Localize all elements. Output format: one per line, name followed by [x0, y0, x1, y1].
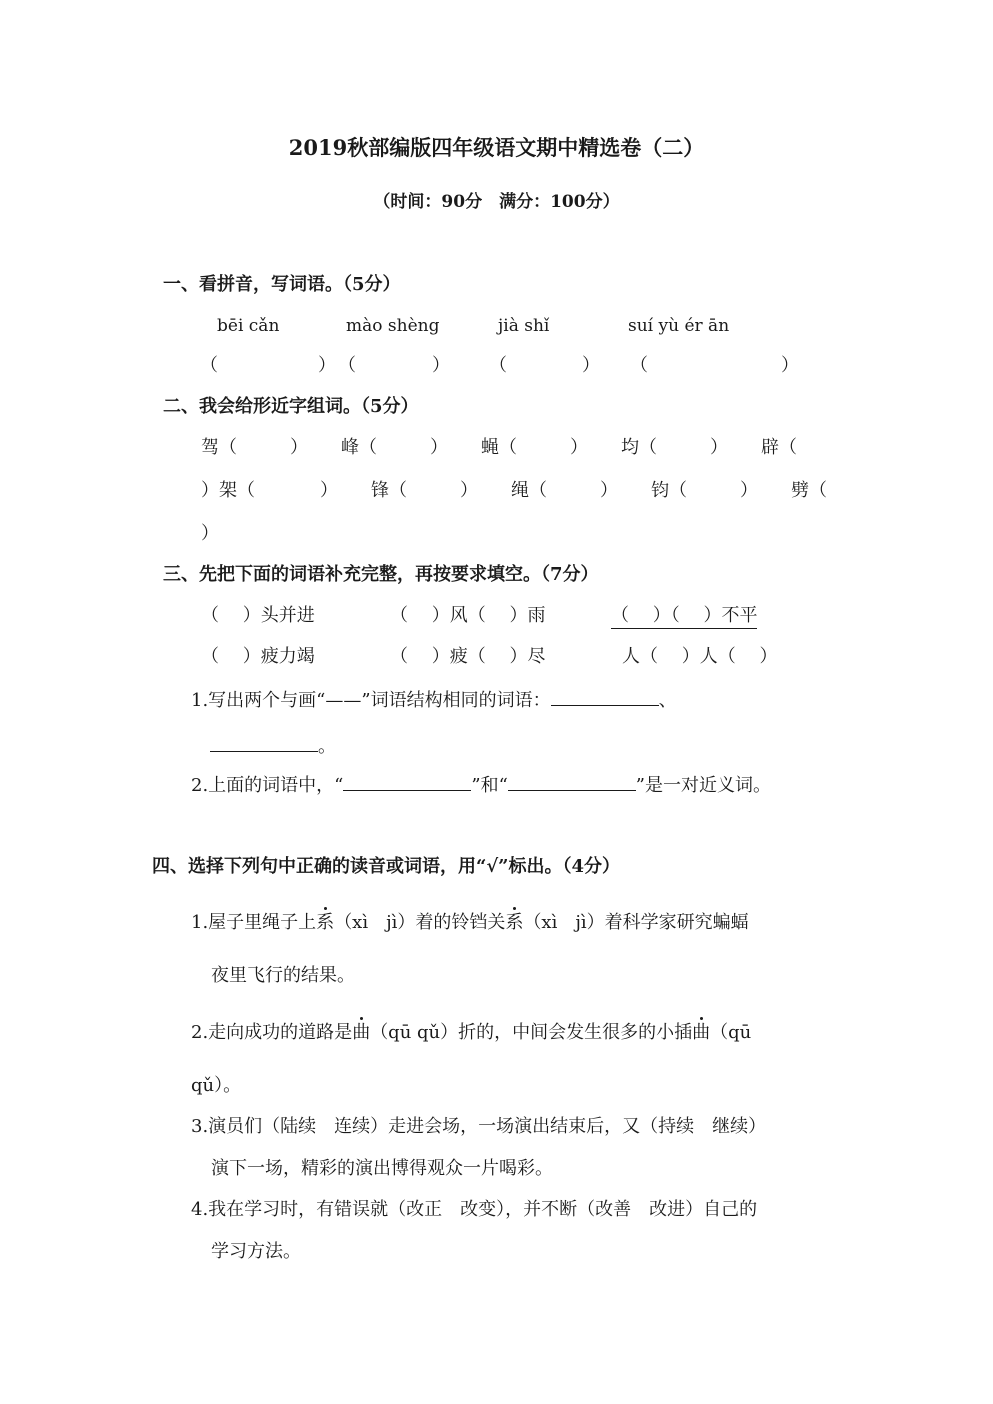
section-4-heading: 四、选择下列句中正确的读音或词语，用“√”标出。（4分）	[152, 856, 621, 877]
question-3-1-cont: 。	[210, 735, 336, 756]
pinyin-3: jià shǐ	[498, 316, 550, 336]
question-4-3: 3.演员们（陆续 连续）走进会场，一场演出结束后，又（持续 继续）	[191, 1116, 767, 1137]
pinyin-1: bēi cǎn	[217, 316, 280, 336]
char-item-close: ）	[710, 437, 728, 458]
idiom-item: 人（ ）人（ ）	[622, 646, 778, 667]
question-3-2: 2.上面的词语中，“ ”和“ ”是一对近义词。	[191, 775, 771, 796]
question-4-2-cont: qǔ）。	[191, 1075, 242, 1096]
char-item: 均（	[621, 437, 657, 458]
question-4-4-cont: 学习方法。	[211, 1241, 301, 1262]
char-item-close: ）	[570, 437, 588, 458]
idiom-item: （ ）风（ ）雨	[390, 605, 546, 626]
question-4-3-cont: 演下一场，精彩的演出博得观众一片喝彩。	[211, 1158, 553, 1179]
char-item-close: ）	[460, 480, 478, 501]
answer-blank-4-close[interactable]: ）	[781, 355, 799, 376]
char-item: ）架（	[201, 480, 255, 501]
char-item-close: ）	[430, 437, 448, 458]
char-item-close: ）	[740, 480, 758, 501]
idiom-item: （ ）疲力竭	[201, 646, 315, 667]
idiom-item-underlined: （ ）（ ）不平	[611, 607, 757, 629]
section-3-heading: 三、先把下面的词语补充完整，再按要求填空。（7分）	[163, 564, 599, 585]
dotted-char: 系	[505, 912, 524, 933]
char-item: 蝇（	[481, 437, 517, 458]
char-item: 锋（	[371, 480, 407, 501]
answer-line[interactable]	[508, 774, 636, 791]
char-item-close: ）	[290, 437, 308, 458]
char-item: 劈（	[791, 480, 827, 501]
answer-blank-2-close[interactable]: ）	[432, 355, 450, 376]
answer-line[interactable]	[210, 735, 318, 752]
dotted-char: 曲	[352, 1022, 371, 1043]
answer-line[interactable]	[551, 689, 659, 706]
char-item-close: ）	[201, 523, 219, 544]
pinyin-2: mào shèng	[346, 316, 440, 336]
idiom-item: （ ）头并进	[201, 605, 315, 626]
dotted-char: 曲	[692, 1022, 711, 1043]
char-item: 辟（	[761, 437, 797, 458]
question-3-1: 1.写出两个与画“——”词语结构相同的词语： 、	[191, 690, 677, 711]
answer-blank-2-open[interactable]: （	[338, 355, 356, 376]
section-1-heading: 一、看拼音，写词语。（5分）	[163, 274, 401, 295]
char-item: 峰（	[341, 437, 377, 458]
answer-line[interactable]	[343, 774, 471, 791]
char-item: 钧（	[651, 480, 687, 501]
char-item-close: ）	[320, 480, 338, 501]
answer-blank-1-close[interactable]: ）	[318, 355, 336, 376]
answer-blank-1-open[interactable]: （	[200, 355, 218, 376]
question-4-4: 4.我在学习时，有错误就（改正 改变），并不断（改善 改进）自己的	[191, 1199, 758, 1220]
char-item: 驾（	[201, 437, 237, 458]
char-item-close: ）	[600, 480, 618, 501]
char-item: 绳（	[511, 480, 547, 501]
idiom-item: （ ）疲（ ）尽	[390, 646, 546, 667]
question-4-1-cont: 夜里飞行的结果。	[211, 965, 355, 986]
section-2-heading: 二、我会给形近字组词。（5分）	[163, 396, 419, 417]
exam-info: （时间：90分 满分：100分）	[373, 192, 620, 212]
question-4-1: 1.屋子里绳子上系（xì jì）着的铃铛关系（xì jì）着科学家研究蝙蝠	[191, 912, 749, 933]
pinyin-4: suí yù ér ān	[628, 316, 730, 336]
answer-blank-4-open[interactable]: （	[630, 355, 648, 376]
dotted-char: 系	[316, 912, 335, 933]
answer-blank-3-close[interactable]: ）	[582, 355, 600, 376]
page-title: 2019秋部编版四年级语文期中精选卷（二）	[288, 135, 705, 160]
answer-blank-3-open[interactable]: （	[489, 355, 507, 376]
question-4-2: 2.走向成功的道路是曲（qū qǔ）折的，中间会发生很多的小插曲（qū	[191, 1022, 752, 1043]
